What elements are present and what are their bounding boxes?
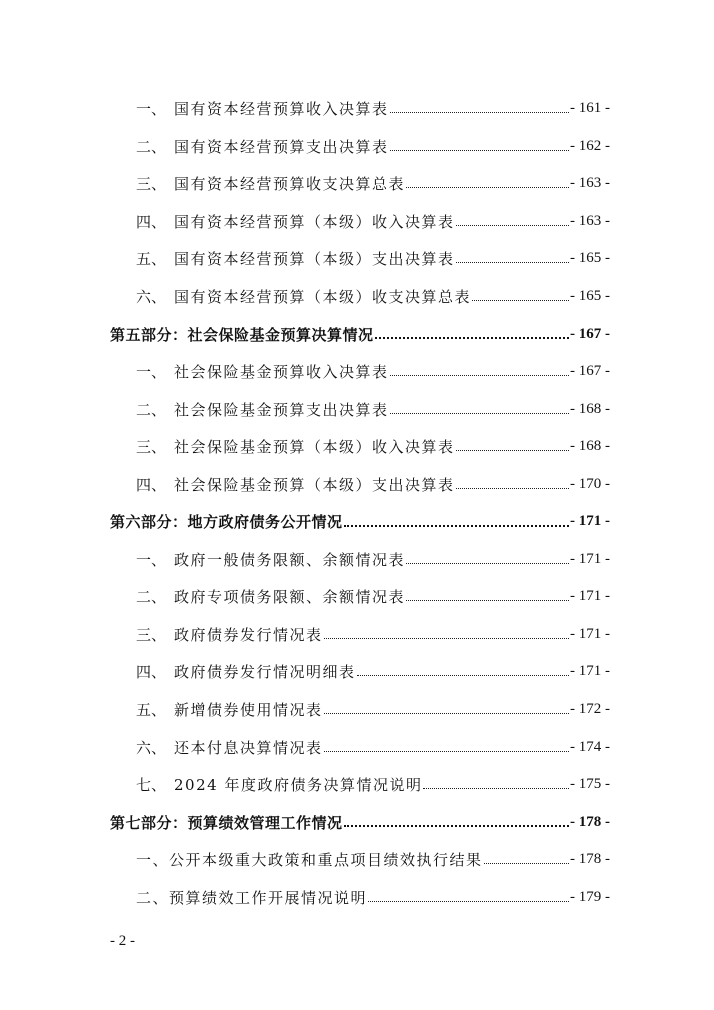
toc-entry-page: - 161 - (570, 100, 610, 117)
toc-entry-title: 二、预算绩效工作开展情况说明 (136, 888, 368, 907)
dot-leader (406, 600, 569, 601)
page-number: - 2 - (110, 933, 135, 949)
dot-leader (357, 675, 569, 676)
toc-entry-page: - 171 - (570, 550, 610, 567)
toc-entry[interactable] (110, 766, 610, 804)
toc-entry[interactable] (110, 90, 610, 128)
toc-entry-page: - 172 - (570, 701, 610, 718)
toc-entry-title: 国有资本经营预算支出决算表 (174, 137, 389, 156)
toc-entry-number: 五、 (136, 701, 167, 720)
toc-entry-page: - 171 - (570, 625, 610, 642)
toc-entry-number: 六、 (136, 288, 167, 306)
toc-entry-title: 国有资本经营预算（本级）收入决算表 (174, 212, 455, 231)
toc-entry-number: 四、 (136, 212, 167, 231)
toc-entry-title: 国有资本经营预算（本级）收支决算总表 (174, 288, 472, 306)
toc-part-entry[interactable] (110, 803, 610, 841)
dot-leader (375, 337, 569, 339)
toc-entry[interactable] (110, 353, 610, 391)
toc-entry[interactable] (110, 428, 610, 466)
toc-entry-page: - 163 - (570, 212, 610, 229)
toc-entry-title: 国有资本经营预算收入决算表 (174, 100, 389, 119)
toc-entry-number: 三、 (136, 438, 167, 457)
toc-entry[interactable] (110, 165, 610, 203)
toc-entry[interactable] (110, 653, 610, 691)
toc-entry-number: 二、 (136, 588, 167, 607)
dot-leader (456, 450, 569, 451)
toc-entry[interactable] (110, 465, 610, 503)
toc-entry[interactable] (110, 728, 610, 766)
toc-entry-page: - 163 - (570, 175, 610, 192)
table-of-contents (110, 90, 610, 916)
toc-entry-number: 三、 (136, 175, 167, 194)
dot-leader (456, 262, 569, 263)
toc-entry-title: 社会保险基金预算（本级）支出决算表 (174, 475, 455, 494)
toc-entry-page: - 174 - (570, 738, 610, 755)
toc-entry-page: - 171 - (570, 588, 610, 605)
dot-leader (472, 300, 569, 301)
toc-entry-title: 政府债券发行情况表 (174, 625, 323, 644)
toc-entry-number: 一、 (136, 550, 167, 569)
toc-entry-number: 四、 (136, 475, 167, 494)
toc-entry-title: 政府债券发行情况明细表 (174, 663, 356, 682)
toc-entry-page: - 179 - (570, 888, 610, 905)
toc-entry-title: 第六部分：地方政府债务公开情况 (110, 513, 343, 532)
toc-entry-page: - 178 - (570, 813, 610, 830)
toc-entry-page: - 178 - (570, 851, 610, 868)
dot-leader (456, 488, 569, 489)
toc-entry[interactable] (110, 616, 610, 654)
toc-part-entry[interactable] (110, 315, 610, 353)
toc-entry-title: 还本付息决算情况表 (174, 738, 323, 757)
dot-leader (390, 112, 569, 113)
dot-leader (484, 863, 569, 864)
dot-leader (324, 713, 569, 714)
dot-leader (406, 563, 569, 564)
toc-entry[interactable] (110, 841, 610, 879)
toc-entry-page: - 168 - (570, 438, 610, 455)
dot-leader (406, 187, 569, 188)
toc-entry[interactable] (110, 541, 610, 579)
dot-leader (390, 150, 569, 151)
toc-entry-title: 第五部分：社会保险基金预算决算情况 (110, 325, 374, 344)
toc-entry-page: - 171 - (570, 663, 610, 680)
toc-entry[interactable] (110, 240, 610, 278)
toc-entry-title: 一、公开本级重大政策和重点项目绩效执行结果 (136, 851, 483, 870)
dot-leader (324, 751, 569, 752)
dot-leader (344, 825, 569, 827)
toc-entry-page: - 165 - (570, 288, 610, 304)
toc-entry-page: - 170 - (570, 475, 610, 492)
toc-entry-page: - 162 - (570, 137, 610, 154)
toc-entry[interactable] (110, 691, 610, 729)
toc-entry-title: 第七部分：预算绩效管理工作情况 (110, 813, 343, 832)
dot-leader (368, 901, 569, 902)
dot-leader (423, 788, 569, 789)
toc-entry-title: 国有资本经营预算（本级）支出决算表 (174, 250, 455, 269)
toc-entry-title: 社会保险基金预算（本级）收入决算表 (174, 438, 455, 457)
toc-entry-title: 社会保险基金预算支出决算表 (174, 400, 389, 419)
dot-leader (390, 413, 569, 414)
toc-entry-page: - 167 - (570, 363, 610, 380)
toc-entry-title: 新增债券使用情况表 (174, 701, 323, 720)
dot-leader (324, 638, 569, 639)
toc-part-entry[interactable] (110, 503, 610, 541)
toc-entry[interactable] (110, 278, 610, 316)
toc-entry-number: 七、 (136, 776, 167, 795)
toc-entry[interactable] (110, 390, 610, 428)
toc-entry-page: - 165 - (570, 250, 610, 267)
toc-entry-number: 三、 (136, 625, 167, 644)
toc-entry-title: 2024 年度政府债务决算情况说明 (174, 776, 423, 795)
dot-leader (456, 225, 569, 226)
toc-entry-number: 一、 (136, 100, 167, 119)
toc-entry-number: 六、 (136, 738, 167, 757)
toc-entry-page: - 167 - (570, 325, 610, 342)
toc-entry[interactable] (110, 878, 610, 916)
dot-leader (390, 375, 569, 376)
toc-entry-page: - 171 - (570, 513, 610, 530)
toc-entry-title: 政府一般债务限额、余额情况表 (174, 550, 406, 569)
toc-entry-number: 五、 (136, 250, 167, 269)
toc-entry-title: 国有资本经营预算收支决算总表 (174, 175, 406, 194)
toc-entry-number: 二、 (136, 400, 167, 419)
toc-entry-title: 社会保险基金预算收入决算表 (174, 363, 389, 382)
toc-entry-number: 四、 (136, 663, 167, 682)
toc-entry[interactable] (110, 203, 610, 241)
toc-entry[interactable] (110, 128, 610, 166)
toc-entry-number: 二、 (136, 137, 167, 156)
toc-entry-title: 政府专项债务限额、余额情况表 (174, 588, 406, 607)
toc-entry-page: - 168 - (570, 400, 610, 417)
toc-entry-number: 一、 (136, 363, 167, 382)
toc-entry[interactable] (110, 578, 610, 616)
dot-leader (344, 525, 569, 527)
toc-entry-page: - 175 - (570, 776, 610, 793)
